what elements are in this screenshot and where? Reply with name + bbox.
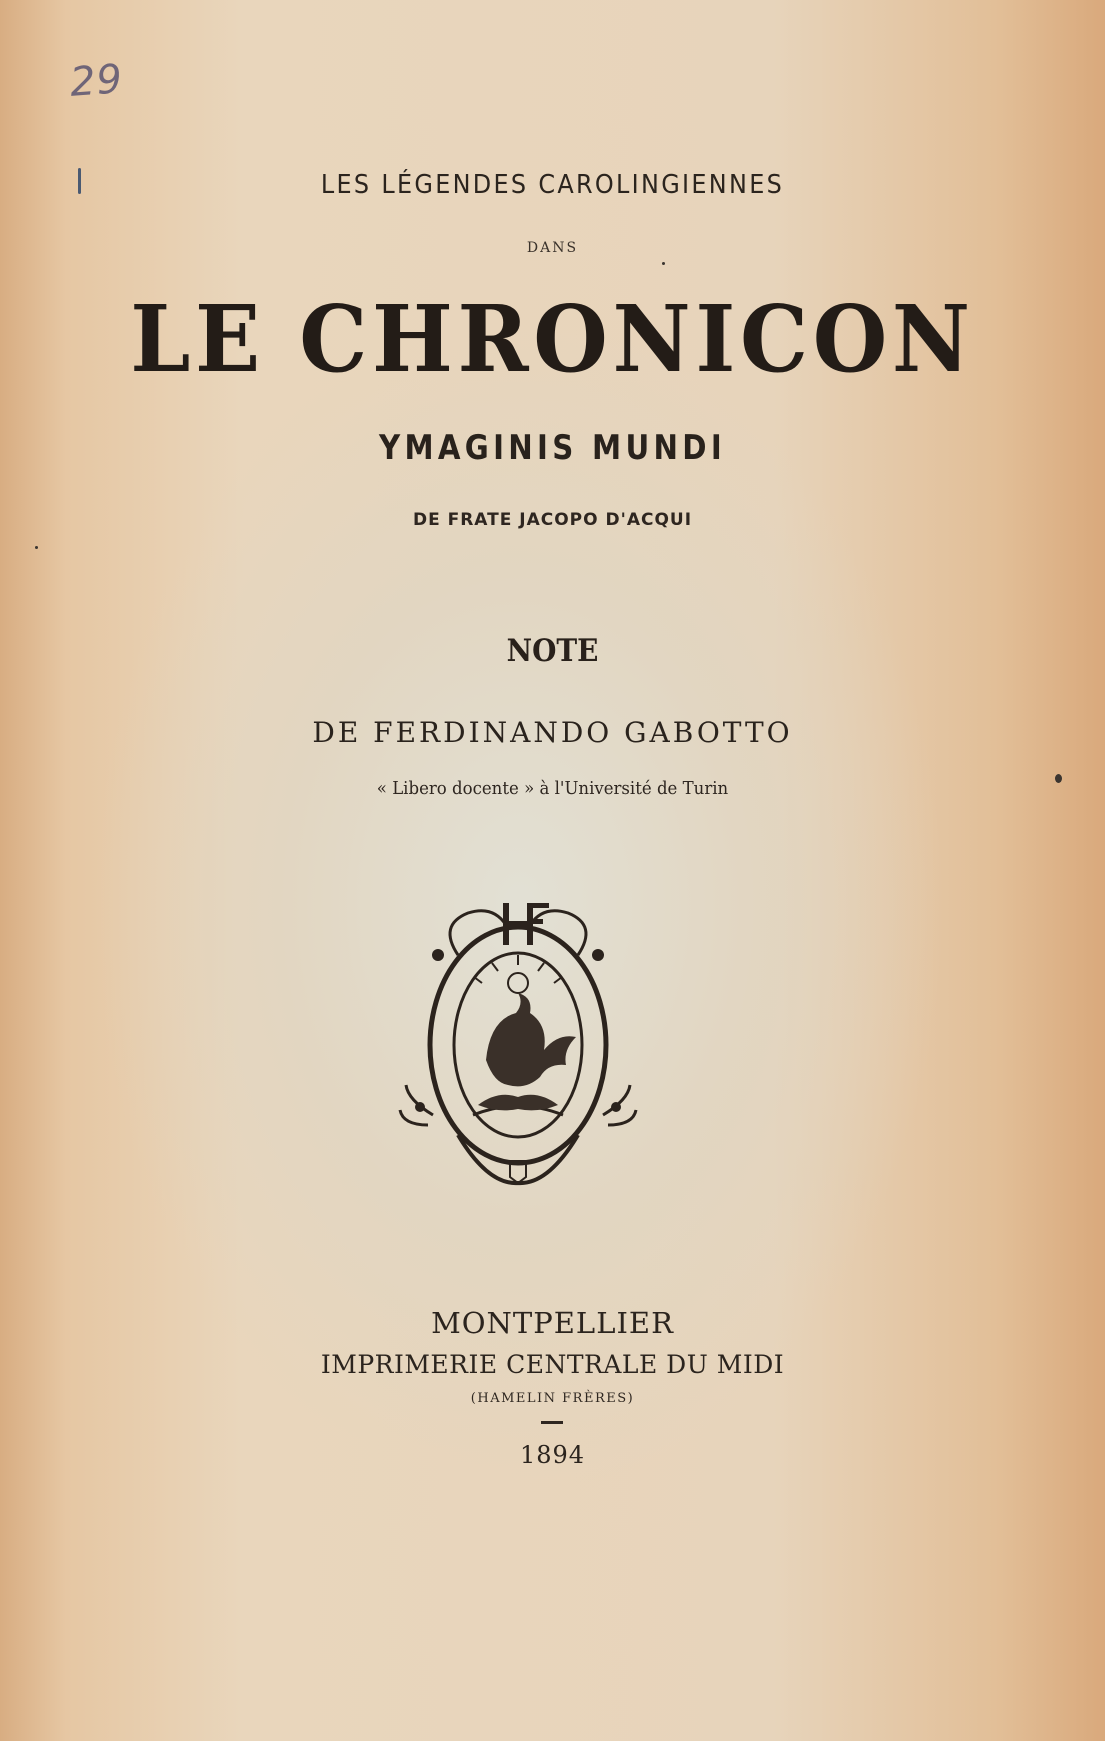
- subtitle: YMAGINIS MUNDI: [378, 428, 727, 468]
- imprint-printer-note: (HAMELIN FRÈRES): [470, 1391, 635, 1406]
- connector-word: DANS: [526, 240, 579, 256]
- separator-rule: [541, 1421, 563, 1424]
- printer-device-icon: [398, 885, 638, 1200]
- imprint-year: 1894: [519, 1441, 586, 1469]
- ink-speck: [662, 262, 665, 265]
- handwritten-number: 29: [68, 56, 125, 106]
- author-affiliation: « Libero docente » à l'Université de Turin: [376, 778, 729, 799]
- ink-speck: [35, 546, 38, 549]
- main-title: LE CHRONICON: [130, 285, 975, 393]
- author-line: DE FERDINANDO GABOTTO: [312, 716, 793, 749]
- imprint-city: MONTPELLIER: [431, 1306, 674, 1340]
- note-heading: NOTE: [506, 633, 599, 669]
- imprint-printer: IMPRIMERIE CENTRALE DU MIDI: [320, 1350, 785, 1379]
- series-title: LES LÉGENDES CAROLINGIENNES: [320, 170, 785, 200]
- source-byline: DE FRATE JACOPO D'ACQUI: [412, 510, 693, 530]
